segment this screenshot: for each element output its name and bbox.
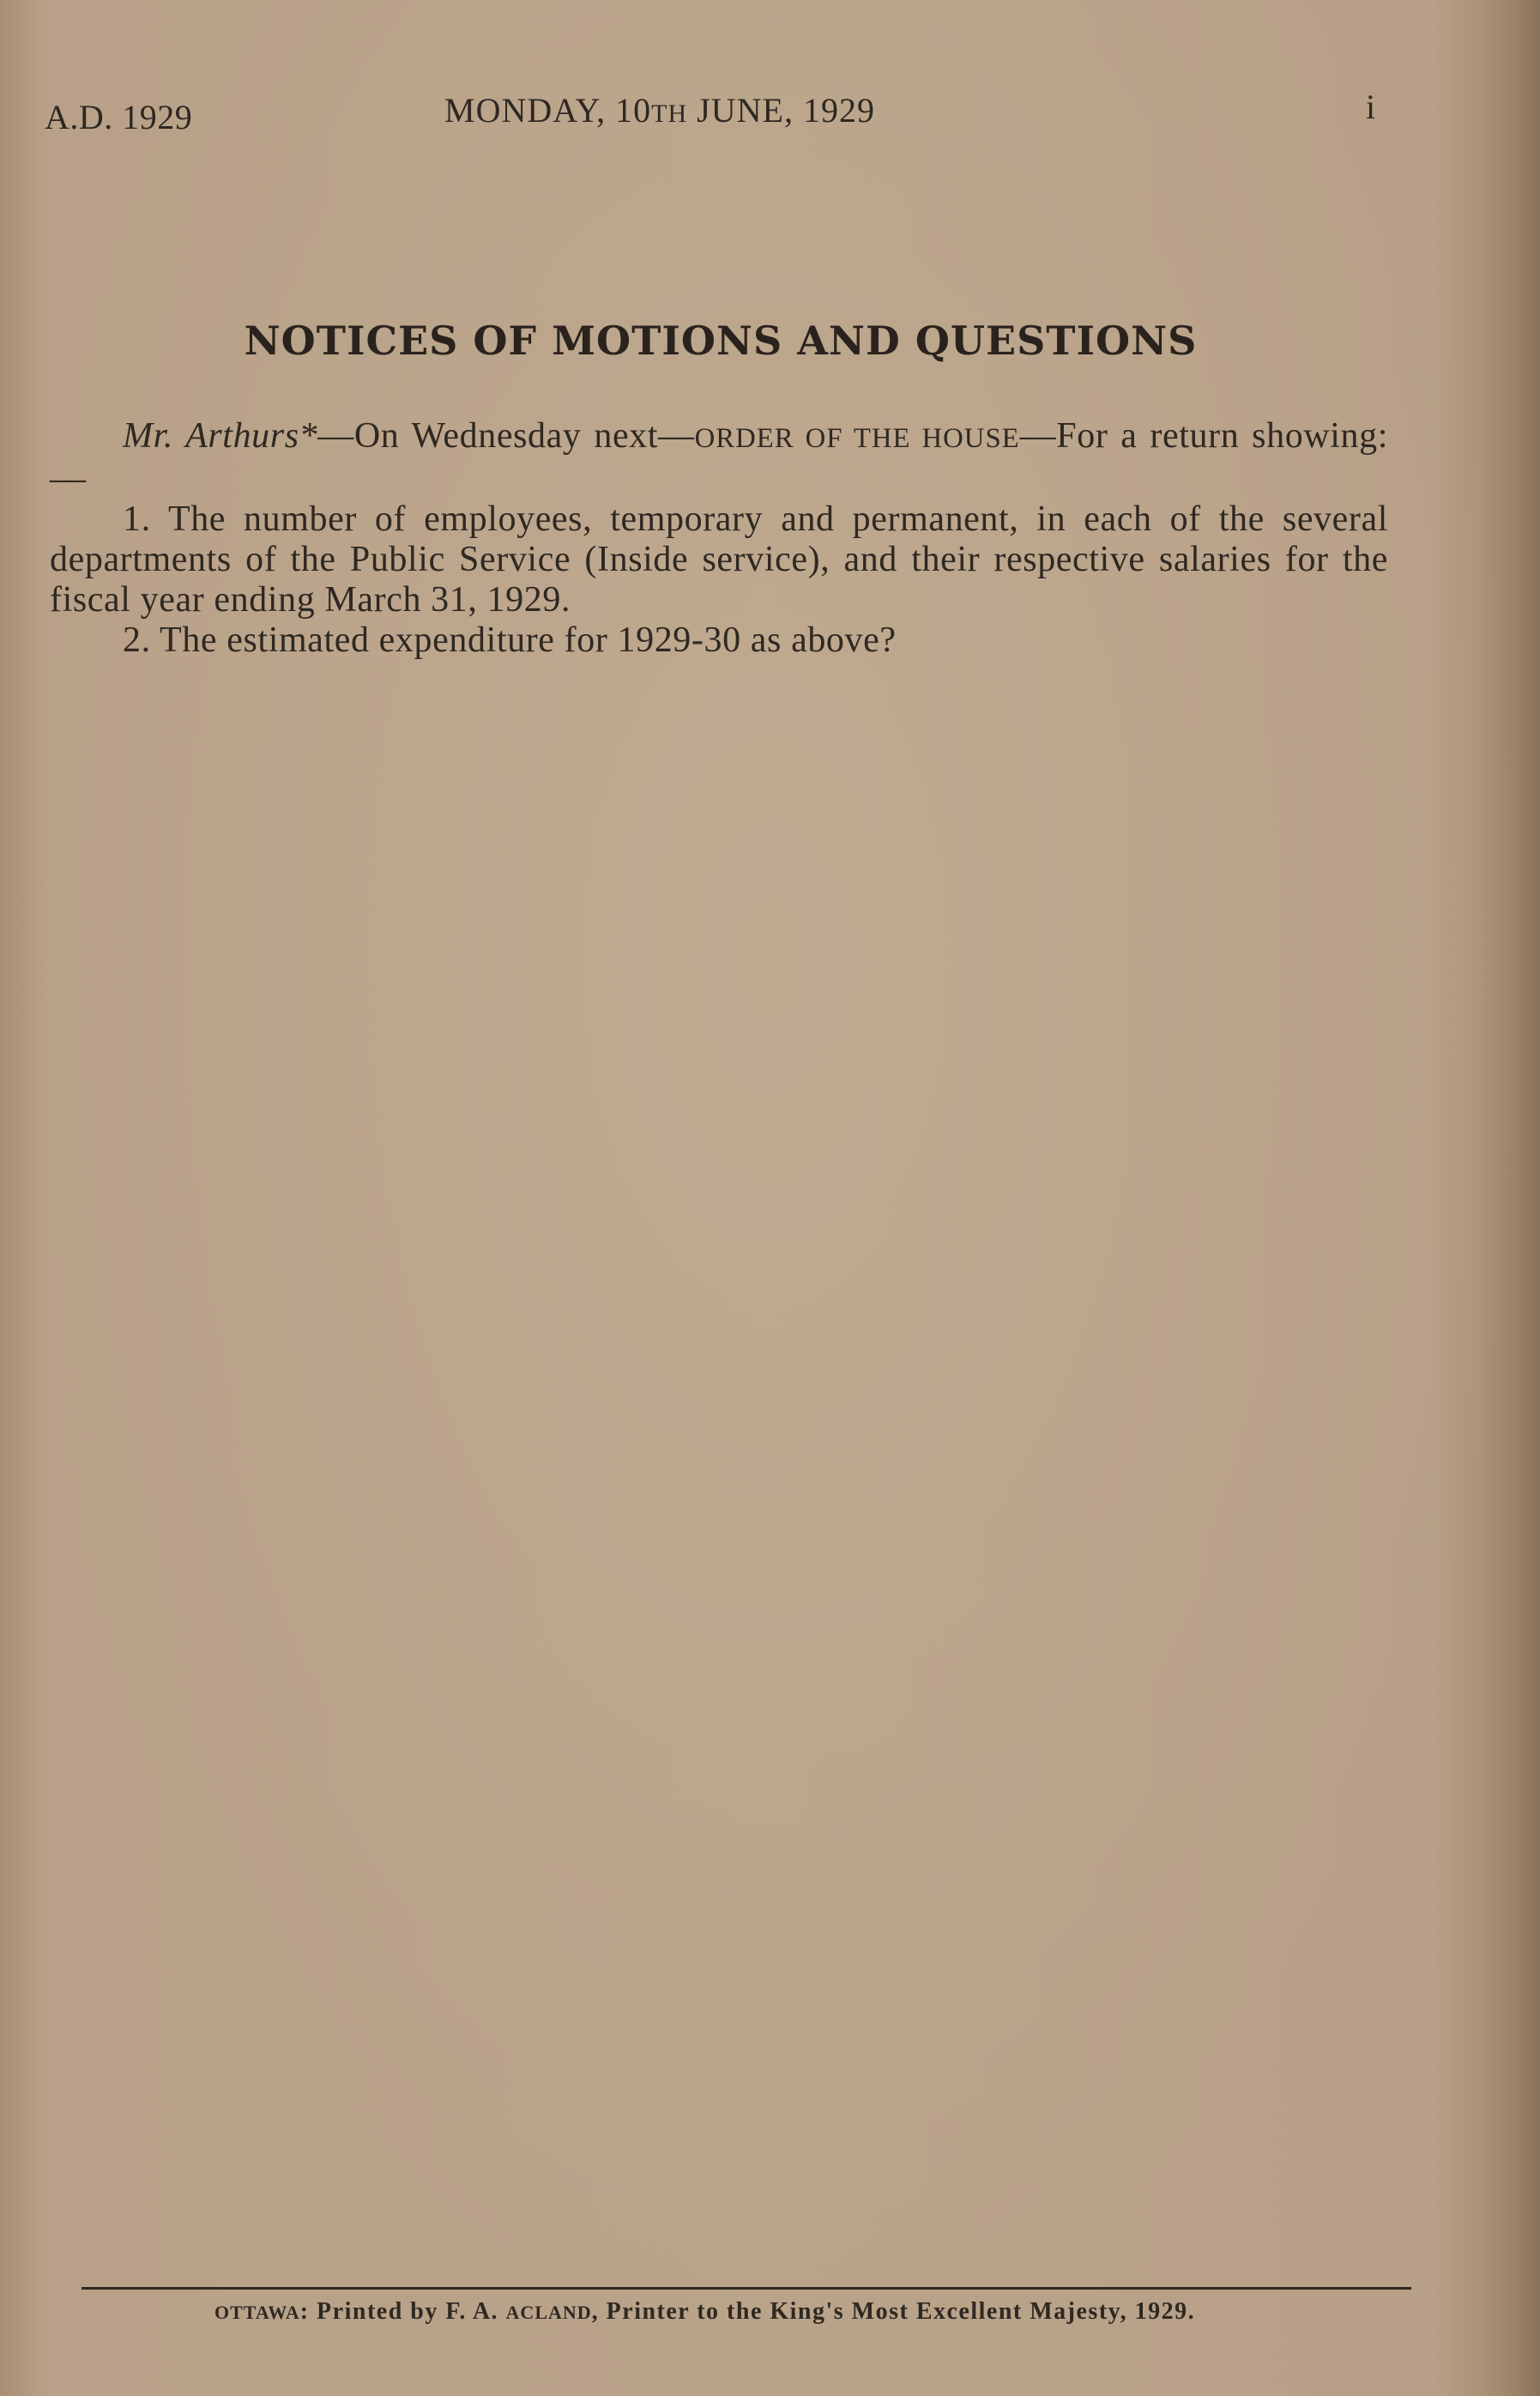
date-rest: JUNE, 1929: [687, 91, 875, 130]
page-title: NOTICES OF MOTIONS AND QUESTIONS: [244, 318, 1198, 364]
running-head: [0, 90, 1540, 142]
notice-intro: [50, 416, 1388, 499]
notice-intro-text-1: —On Wednesday next—: [317, 416, 695, 456]
notice-item-1: 1. The number of employees, temporary and permanent, in each of the several departments of the Public Service (Inside service), and their respective salaries for the fiscal year ending March 31, 1929.: [50, 499, 1388, 620]
date-day: MONDAY, 10: [444, 91, 652, 130]
imprint-printer: ACLAND: [505, 2302, 592, 2323]
date-ordinal: TH: [651, 100, 688, 128]
running-head-year: A.D. 1929: [45, 98, 193, 136]
imprint-text-2: , Printer to the King's Most Excellent Majesty, 1929.: [591, 2298, 1196, 2325]
notice-intro-text-2: —For a return showing:—: [50, 416, 1388, 499]
printer-imprint: [214, 2298, 1195, 2326]
page-edge-shadow: [1480, 0, 1540, 2396]
imprint-place: OTTAWA: [214, 2302, 300, 2323]
running-head-date: [444, 90, 875, 130]
notice-item-2: 2. The estimated expenditure for 1929-30 as above?: [123, 620, 897, 660]
footer-rule: [82, 2287, 1411, 2290]
mover-name: Mr. Arthurs*: [123, 416, 318, 456]
page-number: i: [1366, 88, 1376, 126]
notice-body: [50, 416, 1388, 661]
imprint-text-1: : Printed by F. A.: [299, 2298, 506, 2325]
order-label: ORDER OF THE HOUSE: [694, 423, 1020, 454]
